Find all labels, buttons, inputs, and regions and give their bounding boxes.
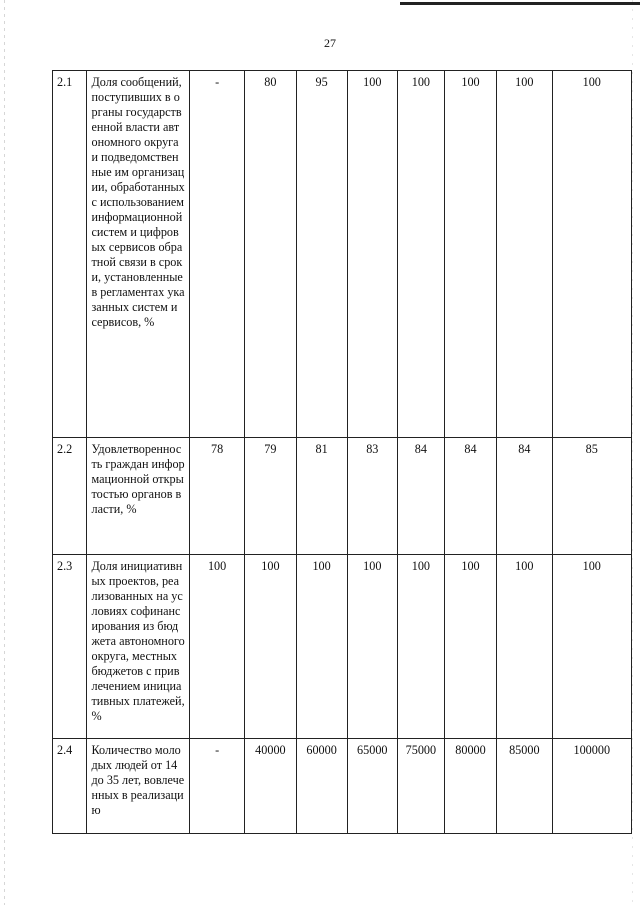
value-cell: 100 (189, 555, 244, 739)
value-cell: 100 (444, 555, 496, 739)
scan-artifact-right-edge (632, 0, 633, 905)
value-cell: 78 (189, 438, 244, 555)
value-cell: 80000 (444, 739, 496, 834)
value-cell: 85000 (497, 739, 552, 834)
value-cell: 100 (552, 555, 631, 739)
value-cell: 80 (245, 71, 296, 438)
indicators-table (52, 70, 632, 834)
value-cell: 100 (245, 555, 296, 739)
value-cell: 100 (347, 71, 397, 438)
value-cell: - (189, 739, 244, 834)
row-number: 2.3 (53, 555, 87, 739)
value-cell: 95 (296, 71, 347, 438)
page-number: 27 (324, 36, 336, 50)
value-cell: 84 (397, 438, 444, 555)
table-row (53, 71, 632, 438)
value-cell: 40000 (245, 739, 296, 834)
value-cell: 60000 (296, 739, 347, 834)
row-number: 2.4 (53, 739, 87, 834)
value-cell: 100 (497, 555, 552, 739)
value-cell: 79 (245, 438, 296, 555)
table-row (53, 438, 632, 555)
indicator-name: Количество молодых людей от 14 до 35 лет, вовлеченных в реализацию (87, 739, 189, 834)
value-cell: 83 (347, 438, 397, 555)
value-cell: 100 (397, 71, 444, 438)
indicator-name: Удовлетворенность граждан информационной открытостью органов власти, % (87, 438, 189, 555)
value-cell: 100 (397, 555, 444, 739)
row-number: 2.2 (53, 438, 87, 555)
row-number: 2.1 (53, 71, 87, 438)
value-cell: 100 (444, 71, 496, 438)
scan-artifact-left-edge (4, 0, 5, 905)
value-cell: 84 (497, 438, 552, 555)
value-cell: 100000 (552, 739, 631, 834)
indicator-name: Доля инициативных проектов, реализованных на условиях софинансирования из бюджета автономного округа, местных бюджетов с привлечением инициативных платежей, % (87, 555, 189, 739)
table-row (53, 555, 632, 739)
value-cell: 100 (296, 555, 347, 739)
value-cell: - (189, 71, 244, 438)
value-cell: 84 (444, 438, 496, 555)
scan-artifact-top-line (400, 2, 640, 5)
value-cell: 75000 (397, 739, 444, 834)
value-cell: 81 (296, 438, 347, 555)
value-cell: 100 (497, 71, 552, 438)
indicator-name: Доля сообщений, поступивших в органы государственной власти автономного округа и подведомственные им организации, обработанных с использованием информационной систем и цифровых сервисов обратной связи в сроки, установленные в регламентах указанных систем и сервисов, % (87, 71, 189, 438)
value-cell: 85 (552, 438, 631, 555)
value-cell: 65000 (347, 739, 397, 834)
value-cell: 100 (347, 555, 397, 739)
table-row (53, 739, 632, 834)
value-cell: 100 (552, 71, 631, 438)
